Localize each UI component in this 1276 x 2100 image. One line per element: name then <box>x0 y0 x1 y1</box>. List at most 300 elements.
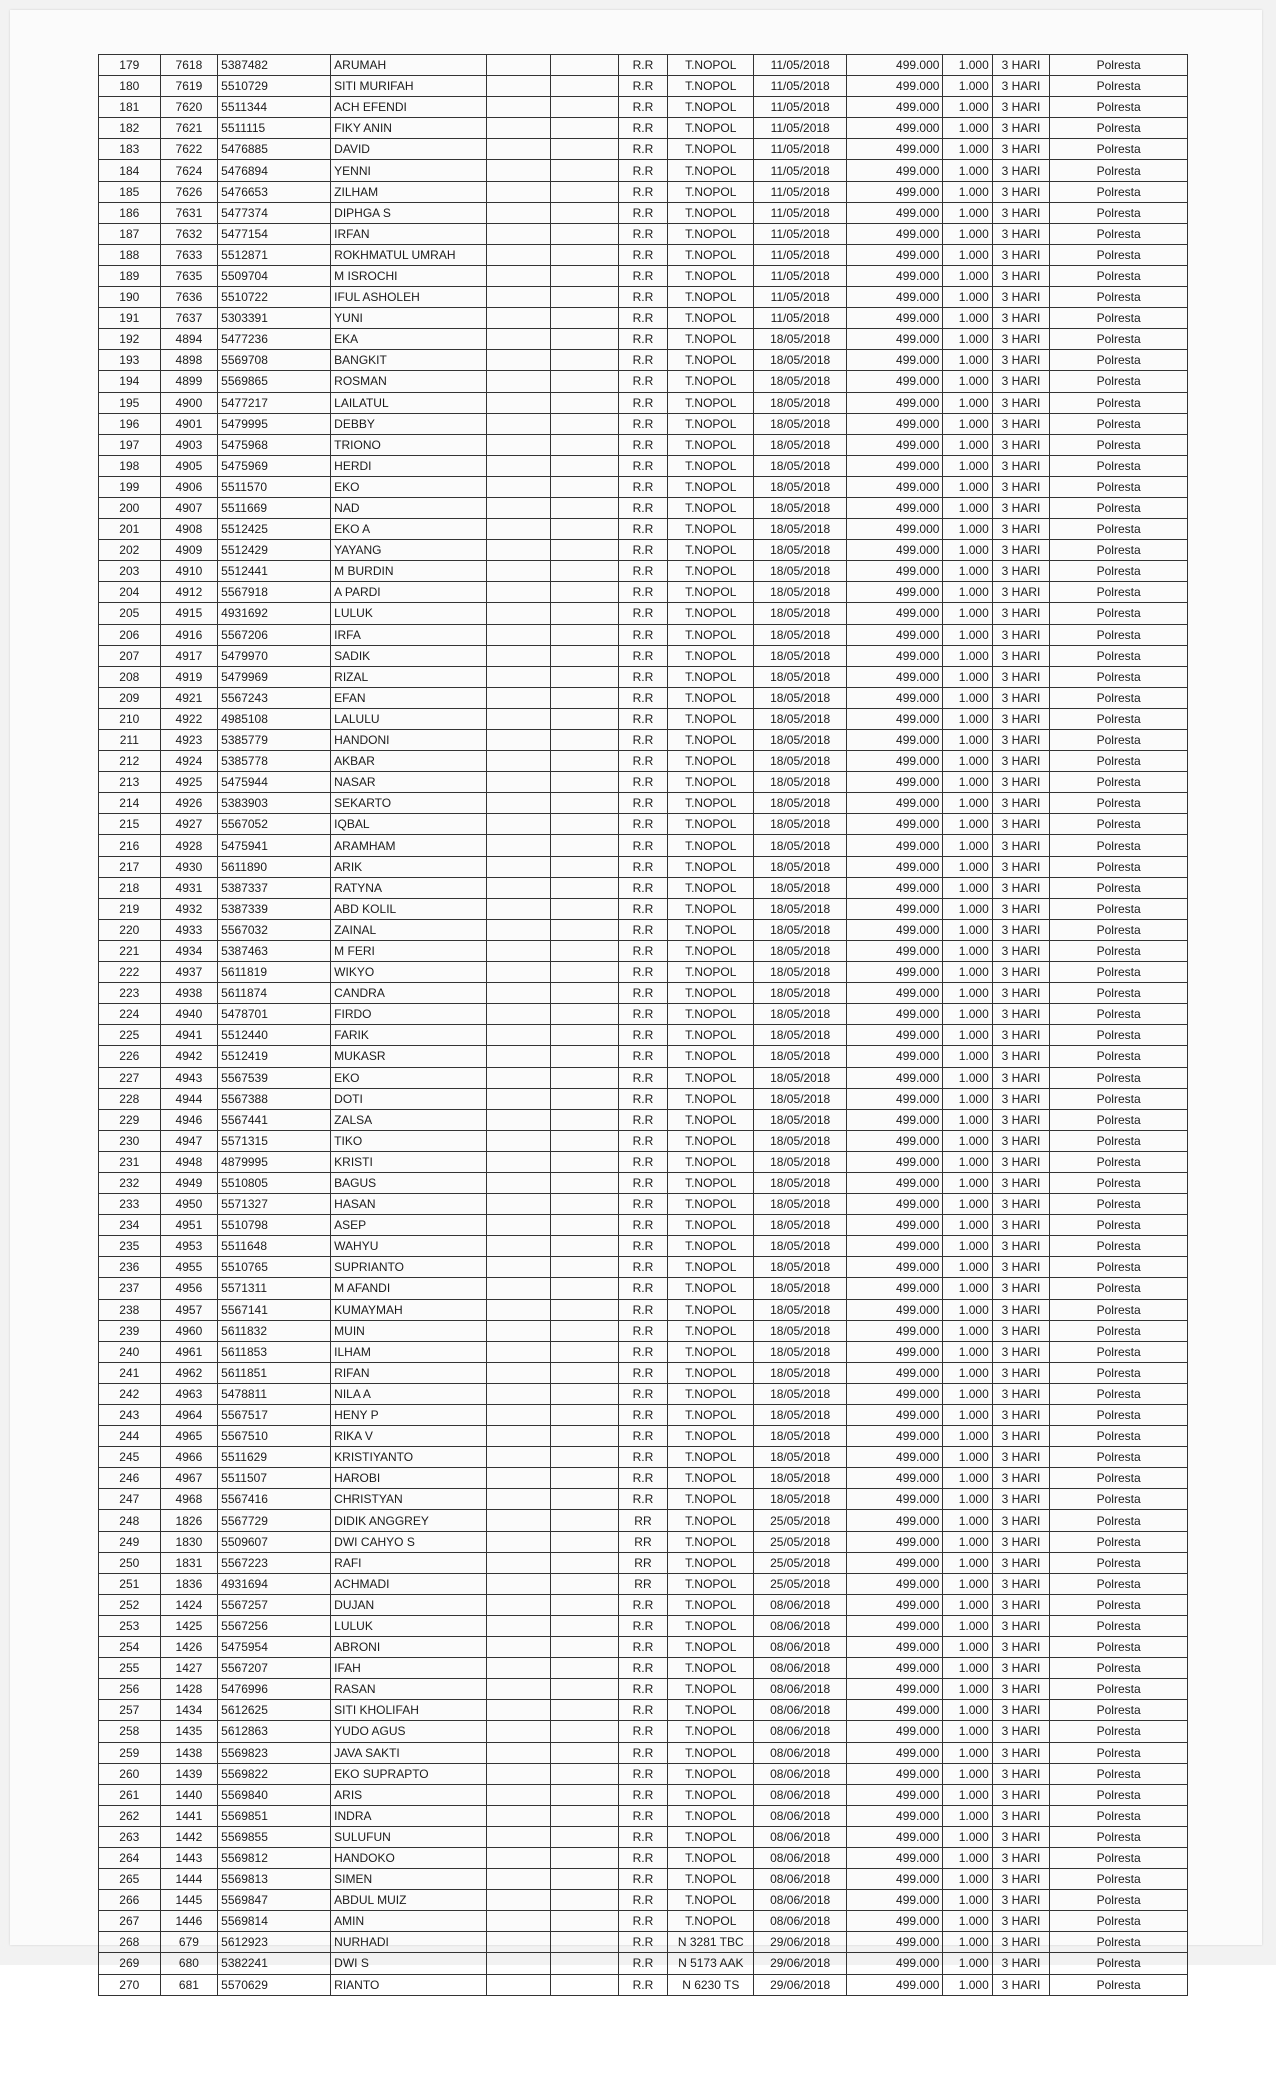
name-cell: IRFAN <box>331 223 487 244</box>
record-id: 1441 <box>160 1805 218 1826</box>
duration-cell: 3 HARI <box>992 835 1050 856</box>
type-cell: R.R <box>618 983 667 1004</box>
name-cell: DWI CAHYO S <box>331 1531 487 1552</box>
blank-cell-2 <box>551 76 619 97</box>
nik-cell: 5567510 <box>218 1426 331 1447</box>
type-cell: R.R <box>618 856 667 877</box>
record-id: 4919 <box>160 666 218 687</box>
name-cell: MUKASR <box>331 1046 487 1067</box>
plate-cell: T.NOPOL <box>668 1658 754 1679</box>
row-number: 184 <box>99 160 161 181</box>
blank-cell-2 <box>551 1552 619 1573</box>
blank-cell-1 <box>487 1151 551 1172</box>
blank-cell-1 <box>487 1109 551 1130</box>
duration-cell: 3 HARI <box>992 202 1050 223</box>
duration-cell: 3 HARI <box>992 160 1050 181</box>
unit-cell: 1.000 <box>943 497 992 518</box>
plate-cell: T.NOPOL <box>668 181 754 202</box>
record-id: 7633 <box>160 244 218 265</box>
unit-cell: 1.000 <box>943 244 992 265</box>
date-cell: 11/05/2018 <box>754 118 846 139</box>
name-cell: IFUL ASHOLEH <box>331 287 487 308</box>
location-cell: Polresta <box>1050 940 1188 961</box>
row-number: 203 <box>99 561 161 582</box>
record-id: 4941 <box>160 1025 218 1046</box>
blank-cell-1 <box>487 983 551 1004</box>
date-cell: 18/05/2018 <box>754 1151 846 1172</box>
location-cell: Polresta <box>1050 772 1188 793</box>
nik-cell: 5383903 <box>218 793 331 814</box>
duration-cell: 3 HARI <box>992 1805 1050 1826</box>
blank-cell-1 <box>487 1320 551 1341</box>
plate-cell: T.NOPOL <box>668 1805 754 1826</box>
record-id: 4967 <box>160 1468 218 1489</box>
blank-cell-1 <box>487 1447 551 1468</box>
table-row <box>99 1763 1188 1784</box>
table-row <box>99 223 1188 244</box>
blank-cell-2 <box>551 1236 619 1257</box>
table-row <box>99 1067 1188 1088</box>
row-number: 198 <box>99 455 161 476</box>
plate-cell: T.NOPOL <box>668 835 754 856</box>
unit-cell: 1.000 <box>943 1700 992 1721</box>
amount-cell: 499.000 <box>846 413 943 434</box>
row-number: 250 <box>99 1552 161 1573</box>
amount-cell: 499.000 <box>846 1763 943 1784</box>
record-id: 4926 <box>160 793 218 814</box>
date-cell: 18/05/2018 <box>754 666 846 687</box>
location-cell: Polresta <box>1050 1025 1188 1046</box>
table-row <box>99 1911 1188 1932</box>
amount-cell: 499.000 <box>846 1383 943 1404</box>
date-cell: 11/05/2018 <box>754 308 846 329</box>
blank-cell-2 <box>551 434 619 455</box>
duration-cell: 3 HARI <box>992 1215 1050 1236</box>
blank-cell-2 <box>551 1426 619 1447</box>
record-id: 4922 <box>160 708 218 729</box>
plate-cell: T.NOPOL <box>668 1320 754 1341</box>
table-row <box>99 455 1188 476</box>
record-table <box>98 54 1188 1996</box>
unit-cell: 1.000 <box>943 1004 992 1025</box>
name-cell: HERDI <box>331 455 487 476</box>
unit-cell: 1.000 <box>943 1109 992 1130</box>
location-cell: Polresta <box>1050 793 1188 814</box>
plate-cell: T.NOPOL <box>668 1679 754 1700</box>
record-id: 4956 <box>160 1278 218 1299</box>
amount-cell: 499.000 <box>846 287 943 308</box>
table-row <box>99 772 1188 793</box>
table-row <box>99 1088 1188 1109</box>
blank-cell-2 <box>551 1573 619 1594</box>
unit-cell: 1.000 <box>943 1932 992 1953</box>
type-cell: R.R <box>618 476 667 497</box>
type-cell: R.R <box>618 1130 667 1151</box>
record-id: 4964 <box>160 1405 218 1426</box>
plate-cell: T.NOPOL <box>668 1911 754 1932</box>
amount-cell: 499.000 <box>846 1088 943 1109</box>
blank-cell-2 <box>551 1468 619 1489</box>
name-cell: ABRONI <box>331 1637 487 1658</box>
plate-cell: T.NOPOL <box>668 877 754 898</box>
nik-cell: 5511507 <box>218 1468 331 1489</box>
location-cell: Polresta <box>1050 1974 1188 1995</box>
location-cell: Polresta <box>1050 329 1188 350</box>
table-row <box>99 1869 1188 1890</box>
location-cell: Polresta <box>1050 160 1188 181</box>
blank-cell-1 <box>487 1869 551 1890</box>
unit-cell: 1.000 <box>943 1594 992 1615</box>
unit-cell: 1.000 <box>943 1320 992 1341</box>
duration-cell: 3 HARI <box>992 962 1050 983</box>
location-cell: Polresta <box>1050 223 1188 244</box>
date-cell: 18/05/2018 <box>754 1405 846 1426</box>
date-cell: 18/05/2018 <box>754 371 846 392</box>
nik-cell: 5476996 <box>218 1679 331 1700</box>
amount-cell: 499.000 <box>846 1805 943 1826</box>
nik-cell: 5387463 <box>218 940 331 961</box>
table-row <box>99 1489 1188 1510</box>
record-id: 4910 <box>160 561 218 582</box>
row-number: 252 <box>99 1594 161 1615</box>
location-cell: Polresta <box>1050 97 1188 118</box>
location-cell: Polresta <box>1050 919 1188 940</box>
type-cell: R.R <box>618 1172 667 1193</box>
table-row <box>99 582 1188 603</box>
unit-cell: 1.000 <box>943 97 992 118</box>
record-id: 4925 <box>160 772 218 793</box>
date-cell: 08/06/2018 <box>754 1615 846 1636</box>
date-cell: 18/05/2018 <box>754 1320 846 1341</box>
plate-cell: T.NOPOL <box>668 582 754 603</box>
unit-cell: 1.000 <box>943 708 992 729</box>
unit-cell: 1.000 <box>943 350 992 371</box>
date-cell: 18/05/2018 <box>754 793 846 814</box>
duration-cell: 3 HARI <box>992 730 1050 751</box>
date-cell: 18/05/2018 <box>754 1067 846 1088</box>
blank-cell-2 <box>551 1257 619 1278</box>
table-row <box>99 181 1188 202</box>
duration-cell: 3 HARI <box>992 624 1050 645</box>
date-cell: 18/05/2018 <box>754 1383 846 1404</box>
duration-cell: 3 HARI <box>992 1615 1050 1636</box>
amount-cell: 499.000 <box>846 1468 943 1489</box>
name-cell: EKO A <box>331 519 487 540</box>
unit-cell: 1.000 <box>943 1426 992 1447</box>
row-number: 254 <box>99 1637 161 1658</box>
location-cell: Polresta <box>1050 877 1188 898</box>
date-cell: 18/05/2018 <box>754 350 846 371</box>
record-id: 4924 <box>160 751 218 772</box>
blank-cell-2 <box>551 97 619 118</box>
location-cell: Polresta <box>1050 1594 1188 1615</box>
table-row <box>99 1700 1188 1721</box>
record-id: 4898 <box>160 350 218 371</box>
unit-cell: 1.000 <box>943 308 992 329</box>
blank-cell-2 <box>551 1890 619 1911</box>
type-cell: R.R <box>618 1637 667 1658</box>
blank-cell-1 <box>487 708 551 729</box>
nik-cell: 5512419 <box>218 1046 331 1067</box>
location-cell: Polresta <box>1050 1700 1188 1721</box>
amount-cell: 499.000 <box>846 582 943 603</box>
plate-cell: T.NOPOL <box>668 329 754 350</box>
plate-cell: T.NOPOL <box>668 1172 754 1193</box>
date-cell: 18/05/2018 <box>754 1278 846 1299</box>
nik-cell: 5569855 <box>218 1826 331 1847</box>
duration-cell: 3 HARI <box>992 666 1050 687</box>
table-row <box>99 202 1188 223</box>
plate-cell: T.NOPOL <box>668 97 754 118</box>
record-id: 679 <box>160 1932 218 1953</box>
type-cell: R.R <box>618 97 667 118</box>
blank-cell-1 <box>487 1025 551 1046</box>
table-row <box>99 1932 1188 1953</box>
record-id: 1426 <box>160 1637 218 1658</box>
table-row <box>99 1004 1188 1025</box>
table-row <box>99 118 1188 139</box>
table-row <box>99 1299 1188 1320</box>
date-cell: 29/06/2018 <box>754 1932 846 1953</box>
name-cell: RIZAL <box>331 666 487 687</box>
nik-cell: 5475941 <box>218 835 331 856</box>
blank-cell-1 <box>487 1046 551 1067</box>
unit-cell: 1.000 <box>943 1531 992 1552</box>
date-cell: 18/05/2018 <box>754 983 846 1004</box>
plate-cell: T.NOPOL <box>668 962 754 983</box>
amount-cell: 499.000 <box>846 1700 943 1721</box>
nik-cell: 5512429 <box>218 540 331 561</box>
record-id: 4947 <box>160 1130 218 1151</box>
blank-cell-2 <box>551 1067 619 1088</box>
row-number: 236 <box>99 1257 161 1278</box>
plate-cell: T.NOPOL <box>668 603 754 624</box>
name-cell: RIKA V <box>331 1426 487 1447</box>
amount-cell: 499.000 <box>846 1215 943 1236</box>
unit-cell: 1.000 <box>943 1615 992 1636</box>
blank-cell-1 <box>487 308 551 329</box>
table-row <box>99 1468 1188 1489</box>
duration-cell: 3 HARI <box>992 1742 1050 1763</box>
row-number: 246 <box>99 1468 161 1489</box>
amount-cell: 499.000 <box>846 434 943 455</box>
nik-cell: 5510722 <box>218 287 331 308</box>
date-cell: 18/05/2018 <box>754 603 846 624</box>
duration-cell: 3 HARI <box>992 519 1050 540</box>
row-number: 259 <box>99 1742 161 1763</box>
duration-cell: 3 HARI <box>992 1890 1050 1911</box>
date-cell: 18/05/2018 <box>754 1299 846 1320</box>
type-cell: R.R <box>618 1426 667 1447</box>
plate-cell: T.NOPOL <box>668 645 754 666</box>
name-cell: ZAINAL <box>331 919 487 940</box>
duration-cell: 3 HARI <box>992 1447 1050 1468</box>
name-cell: ZILHAM <box>331 181 487 202</box>
row-number: 192 <box>99 329 161 350</box>
name-cell: WAHYU <box>331 1236 487 1257</box>
date-cell: 08/06/2018 <box>754 1637 846 1658</box>
record-id: 4912 <box>160 582 218 603</box>
blank-cell-1 <box>487 202 551 223</box>
duration-cell: 3 HARI <box>992 1594 1050 1615</box>
blank-cell-1 <box>487 97 551 118</box>
type-cell: R.R <box>618 181 667 202</box>
name-cell: ROSMAN <box>331 371 487 392</box>
nik-cell: 4931694 <box>218 1573 331 1594</box>
plate-cell: T.NOPOL <box>668 497 754 518</box>
blank-cell-1 <box>487 1721 551 1742</box>
blank-cell-1 <box>487 1932 551 1953</box>
table-row <box>99 1151 1188 1172</box>
name-cell: RATYNA <box>331 877 487 898</box>
type-cell: R.R <box>618 1383 667 1404</box>
location-cell: Polresta <box>1050 1004 1188 1025</box>
row-number: 266 <box>99 1890 161 1911</box>
name-cell: ABD KOLIL <box>331 898 487 919</box>
record-id: 1826 <box>160 1510 218 1531</box>
record-id: 1830 <box>160 1531 218 1552</box>
name-cell: DOTI <box>331 1088 487 1109</box>
record-id: 4946 <box>160 1109 218 1130</box>
blank-cell-2 <box>551 751 619 772</box>
row-number: 186 <box>99 202 161 223</box>
blank-cell-2 <box>551 1489 619 1510</box>
date-cell: 18/05/2018 <box>754 962 846 983</box>
location-cell: Polresta <box>1050 181 1188 202</box>
amount-cell: 499.000 <box>846 519 943 540</box>
record-id: 1446 <box>160 1911 218 1932</box>
date-cell: 08/06/2018 <box>754 1784 846 1805</box>
location-cell: Polresta <box>1050 1426 1188 1447</box>
plate-cell: T.NOPOL <box>668 1194 754 1215</box>
record-id: 4938 <box>160 983 218 1004</box>
row-number: 202 <box>99 540 161 561</box>
unit-cell: 1.000 <box>943 877 992 898</box>
plate-cell: T.NOPOL <box>668 666 754 687</box>
date-cell: 18/05/2018 <box>754 898 846 919</box>
duration-cell: 3 HARI <box>992 1067 1050 1088</box>
duration-cell: 3 HARI <box>992 76 1050 97</box>
location-cell: Polresta <box>1050 76 1188 97</box>
amount-cell: 499.000 <box>846 1953 943 1974</box>
unit-cell: 1.000 <box>943 223 992 244</box>
duration-cell: 3 HARI <box>992 1953 1050 1974</box>
row-number: 230 <box>99 1130 161 1151</box>
blank-cell-2 <box>551 223 619 244</box>
plate-cell: N 6230 TS <box>668 1974 754 1995</box>
blank-cell-2 <box>551 1341 619 1362</box>
record-id: 4955 <box>160 1257 218 1278</box>
unit-cell: 1.000 <box>943 1088 992 1109</box>
location-cell: Polresta <box>1050 751 1188 772</box>
table-row <box>99 1215 1188 1236</box>
record-id: 7622 <box>160 139 218 160</box>
amount-cell: 499.000 <box>846 1447 943 1468</box>
name-cell: NAD <box>331 497 487 518</box>
unit-cell: 1.000 <box>943 1784 992 1805</box>
blank-cell-1 <box>487 1594 551 1615</box>
date-cell: 11/05/2018 <box>754 181 846 202</box>
duration-cell: 3 HARI <box>992 1763 1050 1784</box>
nik-cell: 5611874 <box>218 983 331 1004</box>
plate-cell: T.NOPOL <box>668 1447 754 1468</box>
amount-cell: 499.000 <box>846 1510 943 1531</box>
date-cell: 18/05/2018 <box>754 1257 846 1278</box>
location-cell: Polresta <box>1050 265 1188 286</box>
name-cell: DIDIK ANGGREY <box>331 1510 487 1531</box>
name-cell: HANDOKO <box>331 1847 487 1868</box>
duration-cell: 3 HARI <box>992 55 1050 76</box>
nik-cell: 5477236 <box>218 329 331 350</box>
unit-cell: 1.000 <box>943 1362 992 1383</box>
name-cell: NURHADI <box>331 1932 487 1953</box>
unit-cell: 1.000 <box>943 1447 992 1468</box>
row-number: 253 <box>99 1615 161 1636</box>
plate-cell: T.NOPOL <box>668 1426 754 1447</box>
record-id: 4928 <box>160 835 218 856</box>
amount-cell: 499.000 <box>846 1552 943 1573</box>
nik-cell: 5612863 <box>218 1721 331 1742</box>
row-number: 182 <box>99 118 161 139</box>
unit-cell: 1.000 <box>943 76 992 97</box>
type-cell: R.R <box>618 940 667 961</box>
table-row <box>99 1278 1188 1299</box>
name-cell: HENY P <box>331 1405 487 1426</box>
location-cell: Polresta <box>1050 1615 1188 1636</box>
record-id: 7636 <box>160 287 218 308</box>
record-id: 4906 <box>160 476 218 497</box>
plate-cell: T.NOPOL <box>668 55 754 76</box>
nik-cell: 5382241 <box>218 1953 331 1974</box>
blank-cell-2 <box>551 624 619 645</box>
duration-cell: 3 HARI <box>992 1531 1050 1552</box>
name-cell: LULUK <box>331 603 487 624</box>
table-row <box>99 413 1188 434</box>
date-cell: 18/05/2018 <box>754 940 846 961</box>
row-number: 248 <box>99 1510 161 1531</box>
nik-cell: 4879995 <box>218 1151 331 1172</box>
table-row <box>99 856 1188 877</box>
nik-cell: 5567223 <box>218 1552 331 1573</box>
date-cell: 18/05/2018 <box>754 814 846 835</box>
amount-cell: 499.000 <box>846 1046 943 1067</box>
amount-cell: 499.000 <box>846 1109 943 1130</box>
nik-cell: 5509704 <box>218 265 331 286</box>
location-cell: Polresta <box>1050 1552 1188 1573</box>
duration-cell: 3 HARI <box>992 1320 1050 1341</box>
date-cell: 11/05/2018 <box>754 97 846 118</box>
date-cell: 18/05/2018 <box>754 413 846 434</box>
unit-cell: 1.000 <box>943 55 992 76</box>
amount-cell: 499.000 <box>846 55 943 76</box>
location-cell: Polresta <box>1050 1932 1188 1953</box>
blank-cell-2 <box>551 814 619 835</box>
duration-cell: 3 HARI <box>992 877 1050 898</box>
date-cell: 08/06/2018 <box>754 1594 846 1615</box>
blank-cell-2 <box>551 1974 619 1995</box>
row-number: 261 <box>99 1784 161 1805</box>
location-cell: Polresta <box>1050 1067 1188 1088</box>
date-cell: 08/06/2018 <box>754 1658 846 1679</box>
nik-cell: 5569812 <box>218 1847 331 1868</box>
table-row <box>99 1573 1188 1594</box>
name-cell: TIKO <box>331 1130 487 1151</box>
blank-cell-1 <box>487 329 551 350</box>
location-cell: Polresta <box>1050 1194 1188 1215</box>
date-cell: 18/05/2018 <box>754 434 846 455</box>
record-id: 1443 <box>160 1847 218 1868</box>
location-cell: Polresta <box>1050 434 1188 455</box>
